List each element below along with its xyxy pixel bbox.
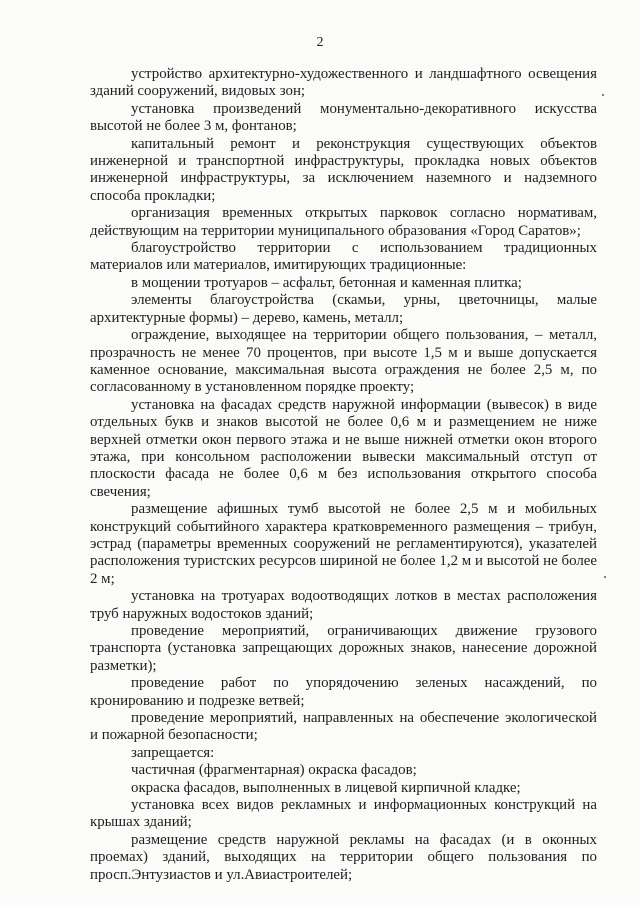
paragraph: размещение афишных тумб высотой не более 2,5 м и мобильных конструкций событийного характера кратковременного размещения – трибун, эстрад (параметры временных сооружений не регламентируются), указателей расположения туристских ресурсов шириной не более 1,2 м и высотой не более 2 м; <box>90 501 597 587</box>
paragraph: окраска фасадов, выполненных в лицевой кирпичной кладке; <box>131 779 521 796</box>
page-number: 2 <box>316 35 324 50</box>
paragraph: частичная (фрагментарная) окраска фасадов; <box>131 762 417 779</box>
scan-speck <box>604 576 606 578</box>
paragraph: проведение мероприятий, направленных на обеспечение экологической и пожарной безопасности; <box>90 710 597 744</box>
paragraph: установка всех видов рекламных и информационных конструкций на крышах зданий; <box>90 797 597 831</box>
paragraph: организация временных открытых парковок согласно нормативам, действующим на территории муниципального образования «Город Саратов»; <box>90 205 597 239</box>
document-body <box>90 66 597 884</box>
paragraph: благоустройство территории с использованием традиционных материалов или материалов, имитирующих традиционные: <box>90 240 597 274</box>
paragraph: размещение средств наружной рекламы на фасадах (и в оконных проемах) зданий, выходящих на территории общего пользования по просп.Энтузиастов и ул.Авиастроителей; <box>90 831 597 883</box>
paragraph: элементы благоустройства (скамьи, урны, цветочницы, малые архитектурные формы) – дерево, камень, металл; <box>90 292 597 326</box>
paragraph: запрещается: <box>131 744 215 761</box>
paragraph: капитальный ремонт и реконструкция существующих объектов инженерной и транспортной инфраструктуры, прокладка новых объектов инженерной инфраструктуры, за исключением наземного и надземного способа прокладки; <box>90 135 597 204</box>
paragraph: устройство архитектурно-художественного и ландшафтного освещения зданий сооружений, видовых зон; <box>90 66 597 100</box>
paragraph: в мощении тротуаров – асфальт, бетонная и каменная плитка; <box>131 274 522 291</box>
paragraph: установка на тротуарах водоотводящих лотков в местах расположения труб наружных водостоков зданий; <box>90 588 597 622</box>
paragraph: установка произведений монументально-декоративного искусства высотой не более 3 м, фонтанов; <box>90 100 597 135</box>
scan-speck <box>602 94 604 96</box>
paragraph: проведение работ по упорядочению зеленых насаждений, по кронированию и подрезке ветвей; <box>90 675 597 709</box>
paragraph: ограждение, выходящее на территории общего пользования, – металл, прозрачность не менее 70 процентов, при высоте 1,5 м и выше допускается каменное основание, максимальная высота ограждения не более 2,5 м, по согласованному в установленном порядке проекту; <box>90 327 597 396</box>
paragraph: установка на фасадах средств наружной информации (вывесок) в виде отдельных букв и знаков высотой не более 0,6 м и размещением не ниже верхней отметки окон первого этажа и не выше нижней отметки окон второго этажа, при консольном расположении вывески максимальный отступ от плоскости фасада не более 0,6 м без использования открытого способа свечения; <box>90 396 597 500</box>
paragraph: проведение мероприятий, ограничивающих движение грузового транспорта (установка запрещающих дорожных знаков, нанесение дорожной разметки); <box>90 623 597 674</box>
